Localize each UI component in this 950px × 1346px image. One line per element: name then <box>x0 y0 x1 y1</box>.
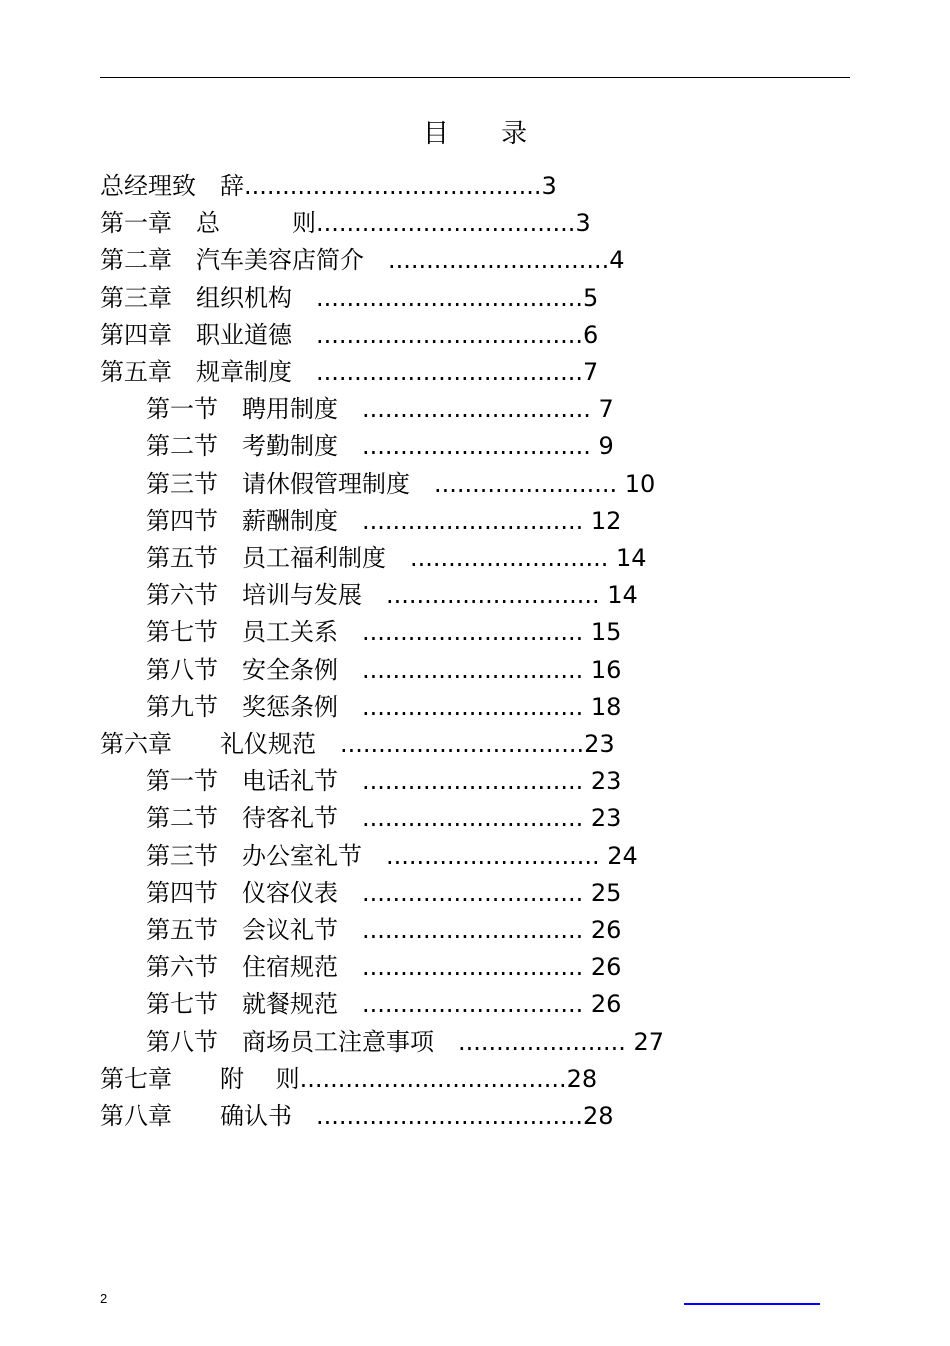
toc-entry-page: 15 <box>590 618 622 647</box>
toc-entry-label: 第八章 确认书 <box>100 1102 316 1130</box>
toc-section-entry[interactable] <box>146 429 614 463</box>
toc-entry-leader: ............................. <box>362 916 591 944</box>
toc-entry-page: 18 <box>590 692 622 721</box>
toc-chapter-entry[interactable] <box>100 355 598 389</box>
toc-section-entry[interactable] <box>146 801 621 835</box>
toc-entry-leader: ............................. <box>362 878 591 907</box>
toc-section-entry[interactable] <box>146 467 655 501</box>
toc-chapter-entry[interactable] <box>100 1062 597 1096</box>
toc-entry-label: 第七节 就餐规范 <box>146 990 362 1019</box>
toc-entry-label: 第八节 安全条例 <box>146 655 362 684</box>
toc-section-entry[interactable] <box>146 987 621 1021</box>
toc-entry-leader: ............................. <box>362 618 591 647</box>
toc-entry-page: 4 <box>609 246 625 275</box>
toc-entry-leader: ....................................... <box>244 172 542 200</box>
toc-section-entry[interactable] <box>146 578 638 612</box>
toc-entry-label: 第七节 员工关系 <box>146 618 362 647</box>
toc-entry-label: 第七章 附 则 <box>100 1064 300 1093</box>
toc-chapter-entry[interactable] <box>100 281 598 315</box>
toc-section-entry[interactable] <box>146 1025 664 1059</box>
toc-entry-leader: ................................... <box>299 1064 567 1093</box>
toc-entry-leader: ............................ <box>386 841 608 870</box>
toc-entry-leader: ............................. <box>362 506 591 535</box>
toc-entry-label: 第三章 组织机构 <box>100 283 316 312</box>
toc-entry-page: 24 <box>607 841 638 870</box>
toc-entry-label: 第六节 培训与发展 <box>146 581 386 610</box>
toc-section-entry[interactable] <box>146 950 621 984</box>
footer-link-underline[interactable] <box>684 1303 820 1305</box>
toc-entry-page: 16 <box>590 655 622 684</box>
toc-entry-label: 第一章 总 则 <box>100 209 316 238</box>
toc-entry-leader: .................................. <box>316 209 576 238</box>
toc-entry-leader: ................................... <box>316 1102 584 1130</box>
toc-entry-page: 26 <box>590 990 622 1019</box>
toc-entry-page: 23 <box>590 767 622 796</box>
toc-entry-label: 第二节 考勤制度 <box>146 432 362 461</box>
toc-entry-page: 25 <box>590 878 622 907</box>
toc-entry-leader: ............................. <box>362 804 591 833</box>
toc-entry-label: 第二节 待客礼节 <box>146 804 362 833</box>
toc-section-entry[interactable] <box>146 653 621 687</box>
toc-entry-page: 27 <box>633 1027 665 1056</box>
toc-entry-leader: ............................. <box>362 655 591 684</box>
toc-entry-leader: ........................ <box>434 469 625 498</box>
toc-entry-label: 第一节 电话礼节 <box>146 767 362 796</box>
toc-chapter-entry[interactable] <box>100 206 591 240</box>
toc-entry-page: 14 <box>615 544 647 572</box>
header-rule <box>100 77 850 78</box>
toc-entry-page: 10 <box>624 469 656 498</box>
toc-entry-leader: ............................. <box>362 692 591 721</box>
toc-entry-leader: ................................... <box>316 283 584 312</box>
toc-entry-page: 26 <box>590 916 622 944</box>
toc-entry-label: 第五节 员工福利制度 <box>146 544 410 572</box>
toc-entry-page: 23 <box>590 804 622 833</box>
toc-entry-leader: ................................... <box>316 320 584 349</box>
toc-entry-page: 7 <box>598 395 614 424</box>
toc-entry-page: 5 <box>583 283 599 312</box>
toc-section-entry[interactable] <box>146 764 621 798</box>
toc-section-entry[interactable] <box>146 913 621 947</box>
toc-entry-leader: ................................ <box>340 730 585 758</box>
toc-entry-page: 3 <box>541 172 557 200</box>
toc-entry-page: 26 <box>590 953 622 982</box>
toc-entry-leader: .......................... <box>410 544 616 572</box>
toc-entry-label: 第二章 汽车美容店简介 <box>100 246 388 275</box>
toc-entry-label: 第四节 仪容仪表 <box>146 878 362 907</box>
toc-entry-leader: ............................. <box>362 767 591 796</box>
toc-chapter-entry[interactable] <box>100 727 615 761</box>
page-number: 2 <box>100 1291 108 1306</box>
toc-section-entry[interactable] <box>146 690 621 724</box>
toc-entry-leader: ................................... <box>316 358 584 386</box>
toc-chapter-entry[interactable] <box>100 243 625 277</box>
toc-section-entry[interactable] <box>146 839 638 873</box>
toc-entry-label: 第六节 住宿规范 <box>146 953 362 982</box>
toc-entry-page: 23 <box>584 730 615 758</box>
toc-entry-page: 12 <box>590 506 622 535</box>
toc-entry-leader: ............................. <box>362 990 591 1019</box>
toc-title: 目 录 <box>422 119 550 149</box>
toc-entry-leader: .............................. <box>362 395 599 424</box>
toc-entry-label: 第六章 礼仪规范 <box>100 730 340 758</box>
toc-entry-leader: ............................. <box>362 953 591 982</box>
toc-section-entry[interactable] <box>146 392 614 426</box>
toc-section-entry[interactable] <box>146 615 621 649</box>
toc-entry-label: 总经理致 辞 <box>100 172 244 200</box>
toc-entry-label: 第四节 薪酬制度 <box>146 506 362 535</box>
toc-section-entry[interactable] <box>146 541 647 575</box>
toc-entry-page: 3 <box>575 209 591 238</box>
toc-entry-page: 6 <box>583 320 599 349</box>
toc-entry-label: 第三节 办公室礼节 <box>146 841 386 870</box>
toc-entry-label: 第四章 职业道德 <box>100 320 316 349</box>
toc-chapter-entry[interactable] <box>100 169 557 203</box>
toc-entry-label: 第三节 请休假管理制度 <box>146 469 434 498</box>
toc-section-entry[interactable] <box>146 504 621 538</box>
toc-entry-leader: ............................. <box>388 246 610 275</box>
toc-entry-page: 28 <box>566 1064 598 1093</box>
toc-entry-leader: ............................ <box>386 581 608 610</box>
toc-chapter-entry[interactable] <box>100 1099 614 1133</box>
toc-entry-page: 14 <box>607 581 638 610</box>
toc-entry-page: 9 <box>598 432 614 461</box>
toc-entry-label: 第五节 会议礼节 <box>146 916 362 944</box>
toc-entry-label: 第五章 规章制度 <box>100 358 316 386</box>
toc-entry-label: 第一节 聘用制度 <box>146 395 362 424</box>
toc-entry-page: 28 <box>583 1102 614 1130</box>
toc-entry-leader: .............................. <box>362 432 599 461</box>
toc-entry-leader: ...................... <box>458 1027 634 1056</box>
toc-entry-label: 第八节 商场员工注意事项 <box>146 1027 458 1056</box>
toc-section-entry[interactable] <box>146 876 621 910</box>
toc-entry-page: 7 <box>583 358 599 386</box>
toc-entry-label: 第九节 奖惩条例 <box>146 692 362 721</box>
toc-chapter-entry[interactable] <box>100 318 598 352</box>
